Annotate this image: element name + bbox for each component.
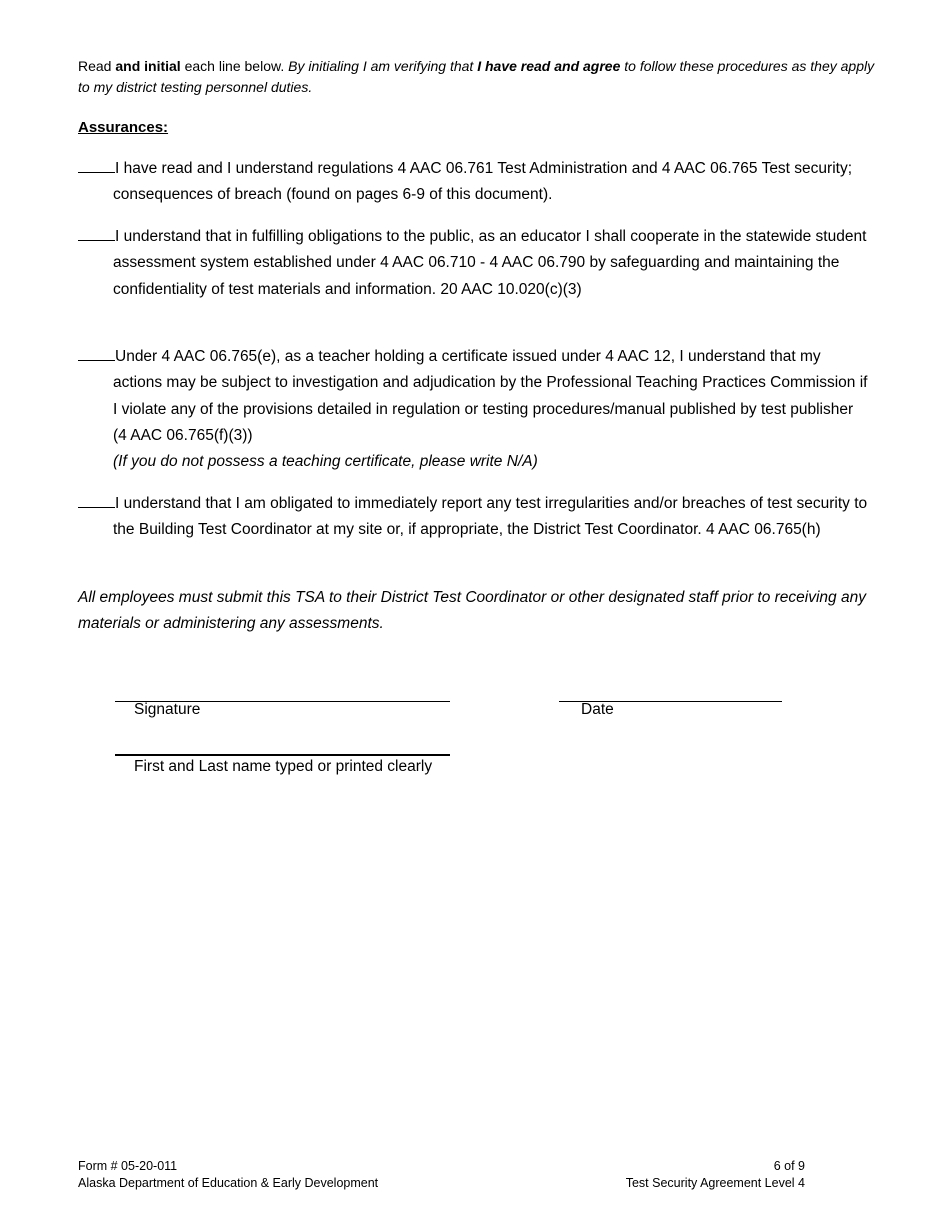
assurance-item-2 (78, 224, 868, 303)
intro-italic-text-2: to follow these procedures as they apply to my district testing personnel duties. (78, 58, 875, 95)
initial-blank-4[interactable] (78, 491, 115, 508)
intro-italic-text-1: By initialing I am verifying that (288, 58, 478, 74)
assurance-text-3: Under 4 AAC 06.765(e), as a teacher holding a certificate issued under 4 AAC 12, I understand that my actions may be subject to investigation and adjudication by the Professional Teaching Practices Commission if I violate any of the provisions detailed in regulation or testing procedures/manual published by test publisher (4 AAC 06.765(f)(3)) (113, 348, 868, 444)
name-line[interactable] (115, 754, 450, 756)
intro-bold-text: and initial (115, 58, 181, 74)
page-number: 6 of 9 (773, 1159, 805, 1173)
footer-left (78, 1158, 378, 1192)
initial-blank-2[interactable] (78, 224, 115, 241)
closing-statement: All employees must submit this TSA to their District Test Coordinator or other designated staff prior to receiving any materials or administering any assessments. (78, 589, 866, 632)
name-label: First and Last name typed or printed clearly (134, 758, 433, 775)
intro-paragraph (78, 56, 878, 98)
signature-label: Signature (134, 701, 201, 718)
initial-blank-3[interactable] (78, 344, 115, 361)
assurance-text-2: I understand that in fulfilling obligations to the public, as an educator I shall cooperate in the statewide student assessment system established under 4 AAC 06.710 - 4 AAC 06.790 by safeguarding and maintaining the confidentiality of test materials and information. 20 AAC 10.020(c)(3) (113, 228, 867, 298)
assurance-item-3 (78, 344, 868, 475)
date-label: Date (581, 701, 614, 718)
assurance-item-1 (78, 156, 868, 209)
assurance-text-1: I have read and I understand regulations 4 AAC 06.761 Test Administration and 4 AAC 06.765 Test security; consequences of breach (found on pages 6-9 of this document). (113, 160, 853, 204)
document-title: Test Security Agreement Level 4 (625, 1176, 805, 1190)
intro-bold-italic-text: I have read and agree (477, 58, 621, 74)
assurance-item-4 (78, 491, 868, 544)
department-name: Alaska Department of Education & Early Development (78, 1176, 379, 1190)
assurance-note-3: (If you do not possess a teaching certificate, please write N/A) (113, 453, 538, 471)
footer-right (560, 1158, 805, 1192)
intro-text-2: each line below. (180, 58, 289, 74)
initial-blank-1[interactable] (78, 156, 115, 173)
form-number: Form # 05-20-011 (78, 1159, 178, 1173)
intro-text-1: Read (78, 58, 116, 74)
assurance-text-4: I understand that I am obligated to immediately report any test irregularities and/or breaches of test security to the Building Test Coordinator at my site or, if appropriate, the District Test Coordinator. 4 AAC 06.765(h) (113, 495, 868, 539)
assurances-heading: Assurances: (78, 119, 169, 136)
